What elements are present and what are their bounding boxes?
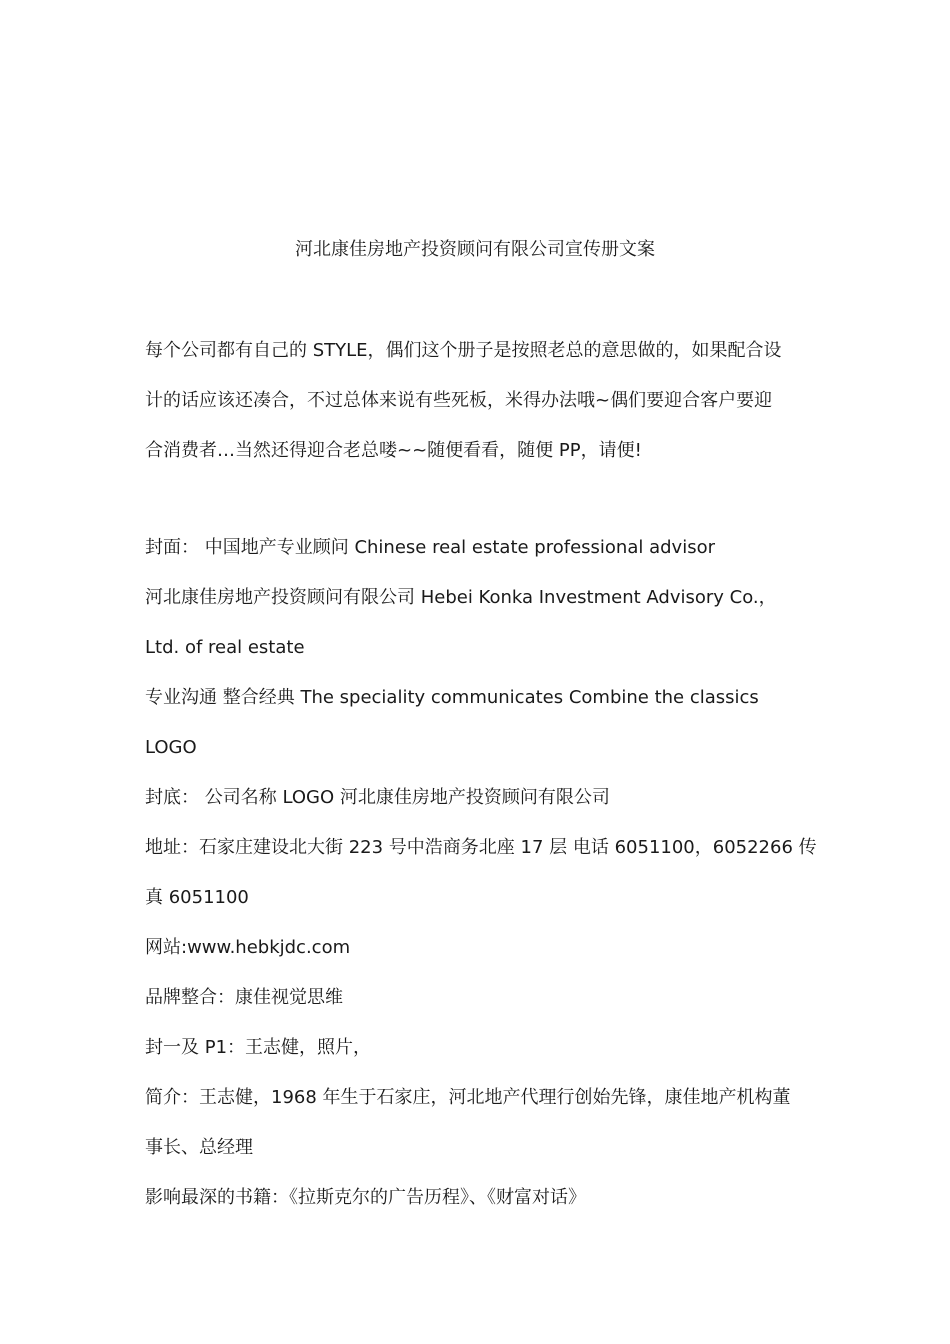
logo-label: LOGO bbox=[145, 737, 197, 758]
books-line: 影响最深的书籍：《拉斯克尔的广告历程》、《财富对话》 bbox=[145, 1187, 586, 1208]
document-title: 河北康佳房地产投资顾问有限公司宣传册文案 bbox=[295, 239, 655, 260]
bio-line: 简介：王志健，1968 年生于石家庄，河北地产代理行创始先锋，康佳地产机构董 bbox=[145, 1087, 791, 1108]
brand-integration-line: 品牌整合：康佳视觉思维 bbox=[145, 987, 343, 1008]
website-line: 网站:www.hebkjdc.com bbox=[145, 937, 351, 958]
intro-line-2: 计的话应该还凑合，不过总体来说有些死板，米得办法哦~偶们要迎合客户要迎 bbox=[145, 390, 773, 411]
page-one-line: 封一及 P1：王志健，照片， bbox=[145, 1037, 372, 1058]
slogan-line: 专业沟通 整合经典 The speciality communicates Combine the classics bbox=[145, 687, 759, 708]
bio-continuation: 事长、总经理 bbox=[145, 1137, 253, 1158]
intro-line-1: 每个公司都有自己的 STYLE，偶们这个册子是按照老总的意思做的，如果配合设 bbox=[145, 340, 782, 361]
intro-line-3: 合消费者…当然还得迎合老总喽~~随便看看，随便 PP，请便! bbox=[145, 440, 642, 461]
address-line: 地址：石家庄建设北大街 223 号中浩商务北座 17 层 电话 6051100，6052266 传 bbox=[145, 837, 817, 858]
brochure-content bbox=[145, 535, 817, 1235]
fax-line: 真 6051100 bbox=[145, 887, 249, 908]
company-name-continuation: Ltd. of real estate bbox=[145, 637, 305, 658]
company-name-line: 河北康佳房地产投资顾问有限公司 Hebei Konka Investment Advisory Co.， bbox=[145, 587, 777, 608]
back-cover-line: 封底： 公司名称 LOGO 河北康佳房地产投资顾问有限公司 bbox=[145, 787, 610, 808]
cover-line: 封面： 中国地产专业顾问 Chinese real estate professional advisor bbox=[145, 537, 715, 558]
intro-paragraph bbox=[145, 338, 810, 488]
